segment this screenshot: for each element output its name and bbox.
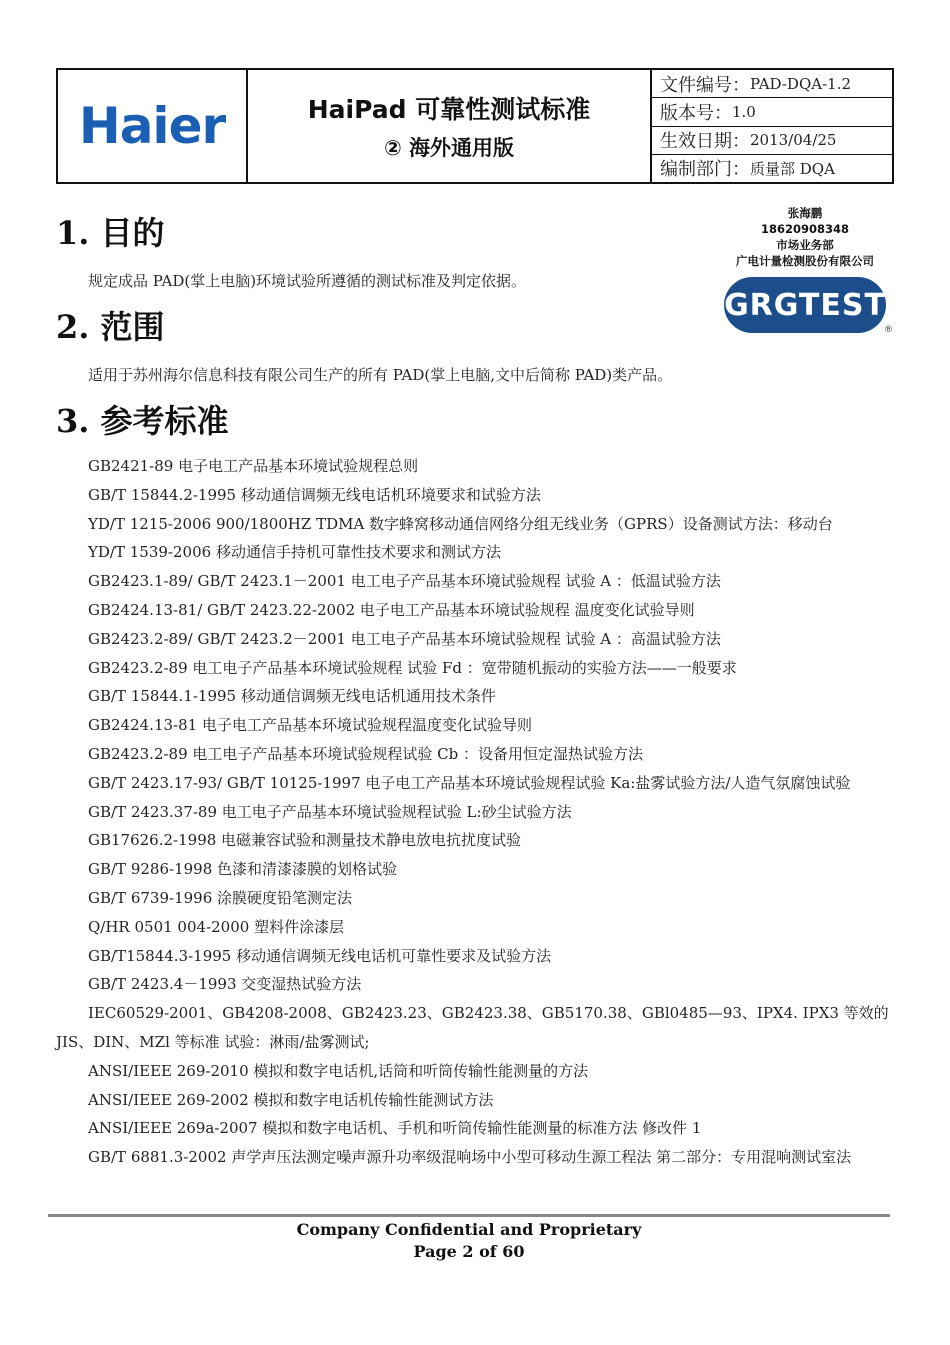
- meta-row-version: [652, 98, 892, 126]
- meta-key: 编制部门：: [660, 159, 750, 181]
- section-text-scope: 适用于苏州海尔信息科技有限公司生产的所有 PAD(掌上电脑,文中后简称 PAD)类产品。: [88, 366, 673, 384]
- meta-row-doc-number: [652, 70, 892, 98]
- section-heading-purpose: 1. 目的: [56, 214, 165, 252]
- title-cell: [248, 70, 652, 182]
- meta-value: 1.0: [732, 102, 756, 121]
- footer-page-number: Page 2 of 60: [413, 1242, 525, 1261]
- meta-value: PAD-DQA-1.2: [750, 74, 852, 93]
- meta-value: 2013/04/25: [750, 131, 837, 150]
- document-title: HaiPad 可靠性测试标准: [307, 95, 591, 124]
- reference-item: GB/T 2423.37-89 电工电子产品基本环境试验规程试验 L:砂尘试验方法: [88, 802, 572, 821]
- meta-row-effective-date: [652, 127, 892, 155]
- reference-item: Q/HR 0501 004-2000 塑料件涂漆层: [88, 917, 345, 936]
- reference-item: YD/T 1539-2006 移动通信手持机可靠性技术要求和测试方法: [88, 543, 501, 562]
- grgtest-stamp: [722, 205, 894, 335]
- reference-item: GB2423.2-89 电工电子产品基本环境试验规程 试验 Fd ：宽带随机振动的实验方法——一般要求: [88, 658, 737, 677]
- reference-item: GB2421-89 电子电工产品基本环境试验规程总则: [88, 457, 419, 475]
- reference-item: ANSI/IEEE 269a-2007 模拟和数字电话机、手机和听筒传输性能测量的标准方法 修改件 1: [88, 1119, 702, 1138]
- stamp-name: 张海鹏: [787, 206, 823, 220]
- logo-cell: [58, 70, 248, 182]
- reference-item: GB/T 2423.17-93/ GB/T 10125-1997 电子电工产品基本环境试验规程试验 Ka:盐雾试验方法/人造气氛腐蚀试验: [88, 773, 851, 792]
- reference-item: GB2424.13-81 电子电工产品基本环境试验规程温度变化试验导则: [88, 716, 532, 735]
- document-subtitle: ② 海外通用版: [383, 136, 515, 160]
- reference-item: GB2423.2-89 电工电子产品基本环境试验规程试验 Cb ：设备用恒定湿热试验方法: [88, 744, 644, 763]
- document-header: [56, 68, 894, 184]
- reference-item: YD/T 1215-2006 900/1800HZ TDMA 数字蜂窝移动通信网络分组无线业务（GPRS）设备测试方法：移动台: [88, 514, 833, 533]
- reference-item: GB/T 15844.1-1995 移动通信调频无线电话机通用技术条件: [88, 687, 496, 706]
- stamp-dept: 市场业务部: [776, 238, 834, 252]
- reference-item: GB/T 6739-1996 涂膜硬度铅笔测定法: [88, 888, 353, 907]
- meta-table: [652, 70, 892, 182]
- meta-key: 文件编号：: [660, 74, 750, 96]
- section-text-purpose: 规定成品 PAD(掌上电脑)环境试验所遵循的测试标准及判定依据。: [88, 272, 527, 290]
- stamp-company: 广电计量检测股份有限公司: [736, 254, 874, 268]
- reference-item: GB/T15844.3-1995 移动通信调频无线电话机可靠性要求及试验方法: [88, 946, 552, 965]
- reference-item: GB/T 2423.4－1993 交变湿热试验方法: [88, 975, 362, 994]
- reference-item: GB2423.1-89/ GB/T 2423.1－2001 电工电子产品基本环境试验规程 试验 A ：低温试验方法: [88, 572, 721, 591]
- meta-key: 生效日期：: [660, 131, 750, 153]
- footer-divider: [48, 1214, 890, 1217]
- grgtest-logo: [724, 277, 894, 335]
- reference-item: GB17626.2-1998 电磁兼容试验和测量技术静电放电抗扰度试验: [88, 831, 522, 850]
- reference-item: ANSI/IEEE 269-2010 模拟和数字电话机,话筒和听筒传输性能测量的方法: [88, 1061, 589, 1080]
- reference-item: GB/T 9286-1998 色漆和清漆漆膜的划格试验: [88, 860, 398, 879]
- meta-value: 质量部 DQA: [750, 159, 835, 178]
- haier-logo: Haier: [78, 97, 226, 155]
- meta-row-department: [652, 155, 892, 182]
- reference-item: GB/T 15844.2-1995 移动通信调频无线电话机环境要求和试验方法: [88, 485, 541, 504]
- stamp-phone: 18620908348: [760, 222, 850, 236]
- footer-confidential: Company Confidential and Proprietary: [296, 1220, 642, 1239]
- section-heading-scope: 2. 范围: [56, 308, 165, 346]
- reference-item: GB2424.13-81/ GB/T 2423.22-2002 电子电工产品基本环境试验规程 温度变化试验导则: [88, 600, 695, 619]
- grgtest-logo-text: GRGTEST: [724, 287, 886, 323]
- reference-item: GB/T 6881.3-2002 声学声压法测定噪声源升功率级混响场中小型可移动生源工程法 第二部分：专用混响测试室法: [88, 1148, 852, 1167]
- meta-key: 版本号：: [660, 102, 732, 124]
- reference-item: GB2423.2-89/ GB/T 2423.2－2001 电工电子产品基本环境试验规程 试验 A ：高温试验方法: [88, 629, 721, 648]
- reference-list: [56, 452, 896, 1172]
- reference-item: IEC60529-2001、GB4208-2008、GB2423.23、GB2423.38、GB5170.38、GBl0485—93、IPX4. IPX3 等效的 JIS、DIN、MZl 等标准 试验：淋雨/盐雾测试;: [56, 1004, 889, 1051]
- reference-item: ANSI/IEEE 269-2002 模拟和数字电话机传输性能测试方法: [88, 1090, 494, 1109]
- registered-mark: ®: [884, 325, 894, 335]
- section-heading-references: 3. 参考标准: [56, 402, 229, 440]
